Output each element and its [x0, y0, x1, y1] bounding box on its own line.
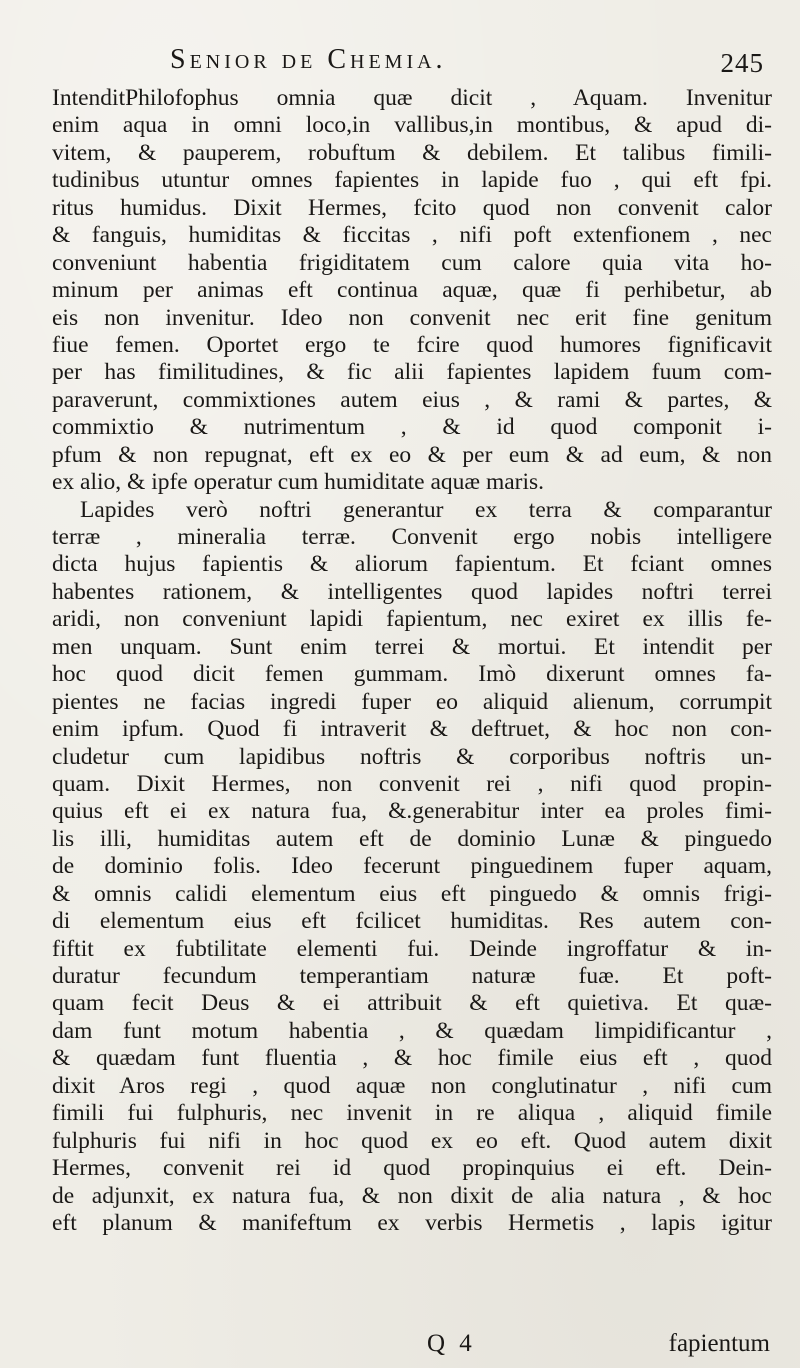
text-line: de adjunxit, ex natura fua, & non dixit de alia natura , & hoc: [52, 1182, 772, 1209]
page-number: 245: [720, 48, 764, 78]
text-line: vitem, & pauperem, robuftum & debilem. Et talibus fimili-: [52, 139, 772, 166]
text-line: aridi, non conveniunt lapidi fapientum, nec exiret ex illis fe-: [52, 606, 772, 633]
text-line: tudinibus utuntur omnes fapientes in lapide fuo , qui eft fpi.: [52, 167, 772, 194]
text-line: eft planum & manifeftum ex verbis Hermetis , lapis igitur: [52, 1209, 772, 1236]
text-line: enim aqua in omni loco,in vallibus,in montibus, & apud di-: [52, 112, 772, 139]
text-line: eis non invenitur. Ideo non convenit nec erit fine genitum: [52, 304, 772, 331]
signature-mark: Q 4: [427, 1330, 476, 1357]
text-line: men unquam. Sunt enim terrei & mortui. Et intendit per: [52, 633, 772, 660]
text-line: duratur fecundum temperantiam naturæ fuæ. Et poft-: [52, 963, 772, 989]
text-line: quam. Dixit Hermes, non convenit rei , nifi quod propin-: [52, 770, 772, 797]
text-line: dixit Aros regi , quod aquæ non conglutinatur , nifi cum: [52, 1072, 772, 1099]
text-line: ex alio, & ipfe operatur cum humiditate aquæ maris.: [52, 469, 545, 496]
text-line: pfum & non repugnat, eft ex eo & per eum & ad eum, & non: [52, 441, 772, 468]
text-line: dicta hujus fapientis & aliorum fapientum. Et fciant omnes: [52, 551, 772, 578]
page-header: [0, 40, 800, 84]
catchword: fapientum: [668, 1330, 770, 1357]
text-line: ritus humidus. Dixit Hermes, fcito quod non convenit calor: [52, 194, 772, 221]
text-line: per has fimilitudines, & fic alii fapientes lapidem fuum com-: [52, 359, 772, 386]
text-line: fiftit ex fubtilitate elementi fui. Deinde ingroffatur & in-: [52, 935, 772, 962]
text-line: terræ , mineralia terræ. Convenit ergo nobis intelligere: [52, 524, 772, 550]
text-line: commixtio & nutrimentum , & id quod componit i-: [52, 414, 772, 441]
text-line: habentes rationem, & intelligentes quod lapides noftri terrei: [52, 578, 772, 605]
text-line: lis illi, humiditas autem eft de dominio Lunæ & pinguedo: [52, 825, 772, 852]
text-line: pientes ne facias ingredi fuper eo aliquid alienum, corrumpit: [52, 688, 772, 715]
text-line: enim ipfum. Quod fi intraverit & deftruet, & hoc non con-: [52, 716, 772, 743]
text-line: conveniunt habentia frigiditatem cum calore quia vita ho-: [52, 249, 772, 276]
text-line: quius eft ei ex natura fua, &.generabitur inter ea proles fimi-: [52, 798, 772, 825]
text-line: Hermes, convenit rei id quod propinquius ei eft. Dein-: [52, 1155, 772, 1182]
text-line: dam funt motum habentia , & quædam limpidificantur ,: [52, 1017, 772, 1044]
text-line: di elementum eius eft fcilicet humiditas. Res autem con-: [52, 908, 772, 935]
text-line: & quædam funt fluentia , & hoc fimile eius eft , quod: [52, 1045, 772, 1072]
text-line: & omnis calidi elementum eius eft pinguedo & omnis frigi-: [52, 880, 772, 907]
text-line: fiue femen. Oportet ergo te fcire quod humores fignificavit: [52, 331, 772, 358]
text-line: paraverunt, commixtiones autem eius , & rami & partes, &: [52, 386, 772, 413]
text-line: cludetur cum lapidibus noftris & corporibus noftris un-: [52, 743, 772, 770]
text-line: fimili fui fulphuris, nec invenit in re aliqua , aliquid fimile: [52, 1100, 772, 1127]
body-text: [52, 85, 772, 1237]
text-line: hoc quod dicit femen gummam. Imò dixerunt omnes fa-: [52, 661, 772, 688]
text-line: minum per animas eft continua aquæ, quæ fi perhibetur, ab: [52, 277, 772, 304]
text-line: quam fecit Deus & ei attribuit & eft quietiva. Et quæ-: [52, 990, 772, 1017]
text-line: de dominio folis. Ideo fecerunt pinguedinem fuper aquam,: [52, 853, 772, 880]
text-line: & fanguis, humiditas & ficcitas , nifi poft extenfionem , nec: [52, 222, 772, 249]
text-line: Lapides verò noftri generantur ex terra & comparantur: [80, 496, 772, 523]
page-footer: [0, 1330, 800, 1364]
text-line: IntenditPhilofophus omnia quæ dicit , Aquam. Invenitur: [52, 85, 772, 111]
text-line: fulphuris fui nifi in hoc quod ex eo eft. Quod autem dixit: [52, 1127, 772, 1154]
running-title: Senior de Chemia.: [170, 44, 447, 75]
